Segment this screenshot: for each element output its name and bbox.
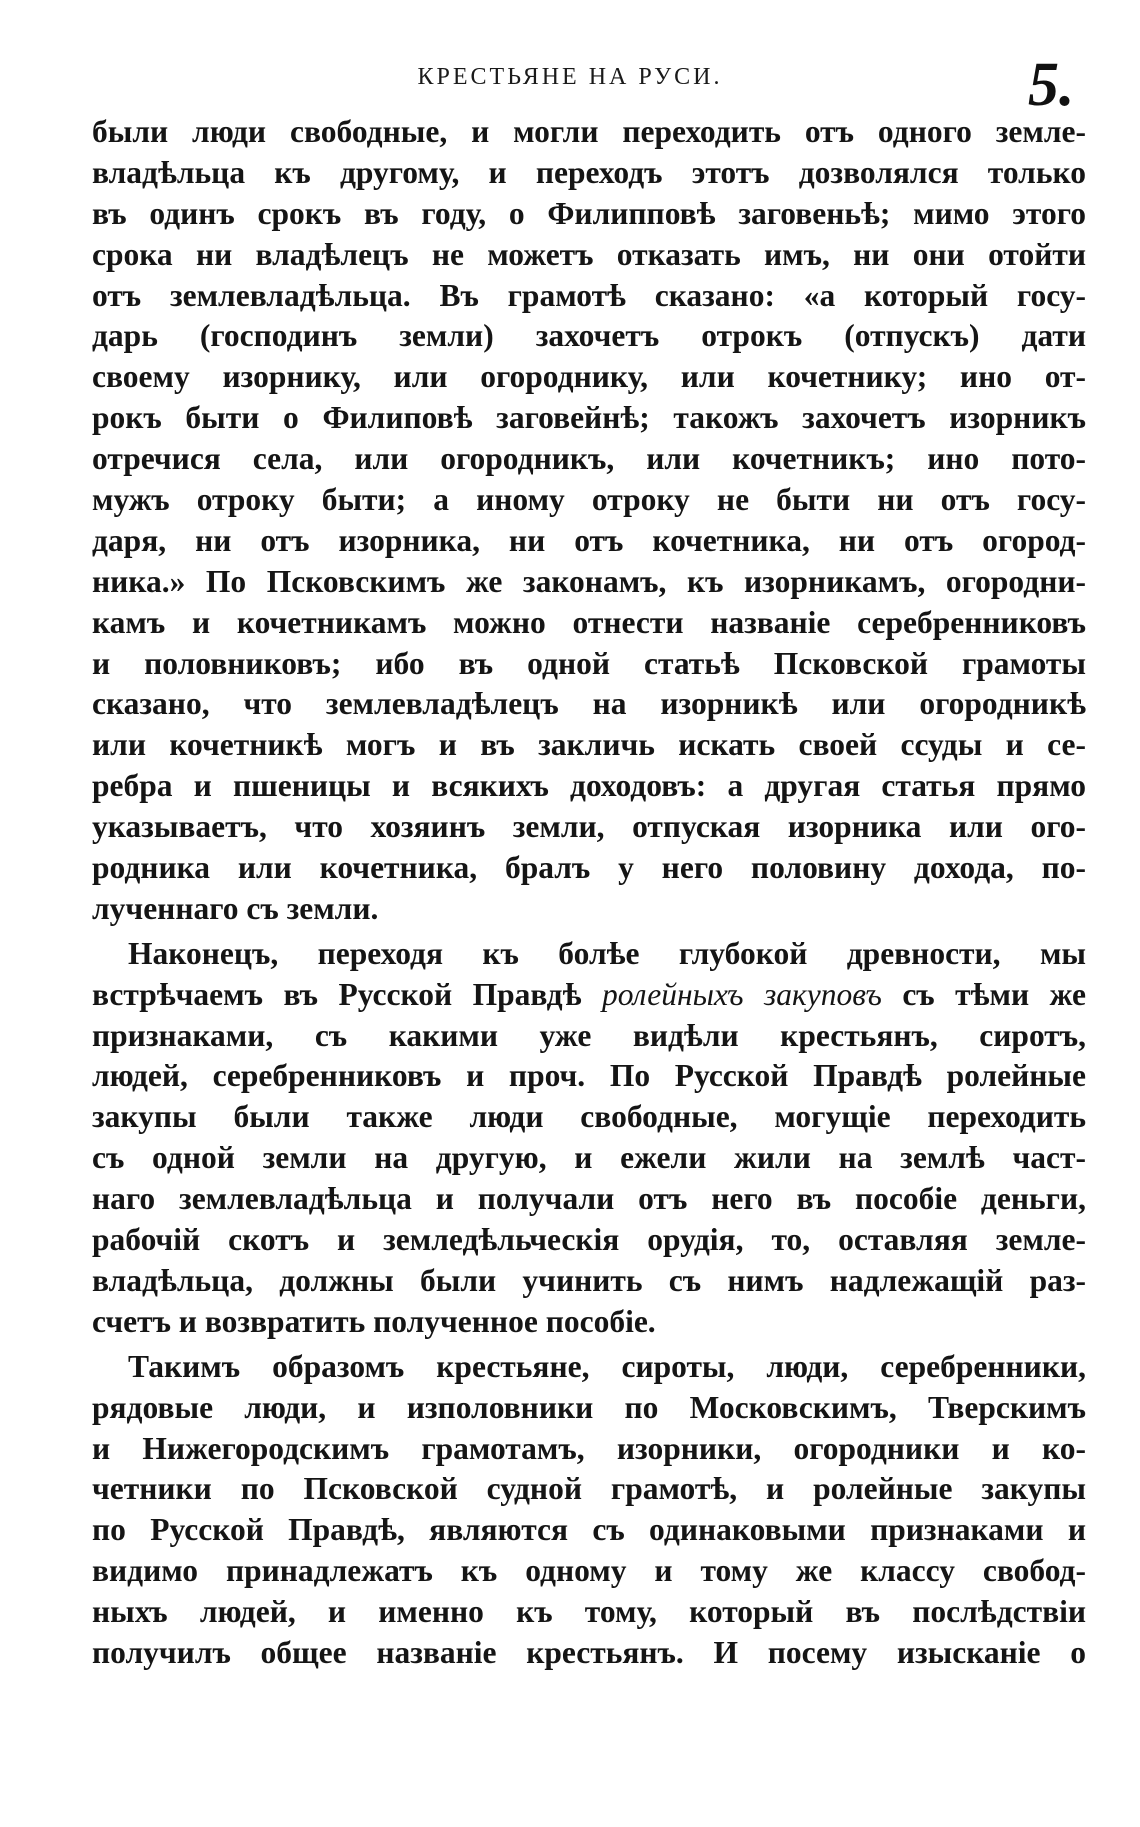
text-line: или кочетникѣ могъ и въ закличь искать своей ссуды и се- (92, 727, 1086, 763)
text-line: наго землевладѣльца и получали отъ него въ пособіе деньги, (92, 1181, 1086, 1217)
line-tail: съ тѣми же (902, 976, 1086, 1012)
running-head: КРЕСТЬЯНЕ НА РУСИ. (417, 64, 723, 90)
text-line: отъ землевладѣльца. Въ грамотѣ сказано: «а который госу- (92, 277, 1086, 313)
text-line: ника.» По Псковскимъ же законамъ, къ изорникамъ, огородни- (92, 563, 1086, 599)
text-line: даря, ни отъ изорника, ни отъ кочетника, ни отъ огород- (92, 522, 1086, 558)
text-line: съ одной земли на другую, и ежели жили на землѣ част- (92, 1140, 1086, 1176)
text-line: по Русской Правдѣ, являются съ одинаковыми признаками и (92, 1512, 1086, 1548)
paragraph-end-line: счетъ и возвратить полученное пособіе. (92, 1303, 656, 1339)
body-text (92, 112, 1086, 1674)
page-header (0, 51, 1140, 119)
text-line: людей, серебренниковъ и проч. По Русской Правдѣ ролейные (92, 1058, 1086, 1094)
text-line: закупы были также люди свободные, могущіе переходить (92, 1099, 1086, 1135)
page-number: 5. (1028, 51, 1075, 119)
text-line: владѣльца, должны были учинить съ нимъ надлежащій раз- (92, 1262, 1086, 1298)
text-line: отречися села, или огородникъ, или кочетникъ; ино пото- (92, 441, 1086, 477)
text-line: срока ни владѣлецъ не можетъ отказать имъ, ни они отойти (92, 236, 1086, 272)
text-line: рядовые люди, и изполовники по Московскимъ, Тверскимъ (92, 1389, 1086, 1425)
text-line: мужъ отроку быти; а иному отроку не быти ни отъ госу- (92, 482, 1086, 518)
paragraph-start-line: Такимъ образомъ крестьяне, сироты, люди, серебренники, (128, 1348, 1086, 1384)
paragraph-start-line: Наконецъ, переходя къ болѣе глубокой древности, мы (128, 935, 1086, 971)
text-line: въ одинъ срокъ въ году, о Филипповѣ заговеньѣ; мимо этого (92, 195, 1086, 231)
text-line: и половниковъ; ибо въ одной статьѣ Псковской грамоты (92, 645, 1086, 681)
paragraph-end-line: лученнаго съ земли. (92, 890, 379, 926)
text-line: камъ и кочетникамъ можно отнести названіе серебренниковъ (92, 604, 1086, 640)
italic-term: ролейныхъ закуповъ (601, 976, 882, 1012)
text-line: четники по Псковской судной грамотѣ, и ролейные закупы (92, 1471, 1086, 1507)
text-line: ребра и пшеницы и всякихъ доходовъ: а другая статья прямо (92, 768, 1086, 804)
text-line: ныхъ людей, и именно къ тому, который въ послѣдствіи (92, 1594, 1086, 1630)
text-line: признаками, съ какими уже видѣли крестьянъ, сиротъ, (92, 1017, 1086, 1053)
text-line: родника или кочетника, бралъ у него половину дохода, по- (92, 850, 1086, 886)
text-line: владѣльца къ другому, и переходъ этотъ дозволялся только (92, 154, 1086, 190)
text-line: рокъ быти о Филиповѣ заговейнѣ; такожъ захочетъ изорникъ (92, 400, 1086, 436)
text-line-with-italic (92, 975, 1086, 1016)
text-line: указываетъ, что хозяинъ земли, отпуская изорника или ого- (92, 809, 1086, 845)
text-line: сказано, что землевладѣлецъ на изорникѣ или огородникѣ (92, 686, 1086, 722)
text-line: получилъ общее названіе крестьянъ. И посему изысканіе о (92, 1634, 1086, 1670)
text-line: видимо принадлежатъ къ одному и тому же классу свобод- (92, 1553, 1086, 1589)
text-line: и Нижегородскимъ грамотамъ, изорники, огородники и ко- (92, 1430, 1086, 1466)
text-line: были люди свободные, и могли переходить отъ одного земле- (92, 114, 1086, 149)
text-line: дарь (господинъ земли) захочетъ отрокъ (отпускъ) дати (92, 318, 1086, 354)
text-line: рабочій скотъ и земледѣльческія орудія, то, оставляя земле- (92, 1222, 1086, 1258)
line-lead: встрѣчаемъ въ Русской Правдѣ (92, 976, 582, 1012)
text-line: своему изорнику, или огороднику, или кочетнику; ино от- (92, 359, 1086, 395)
